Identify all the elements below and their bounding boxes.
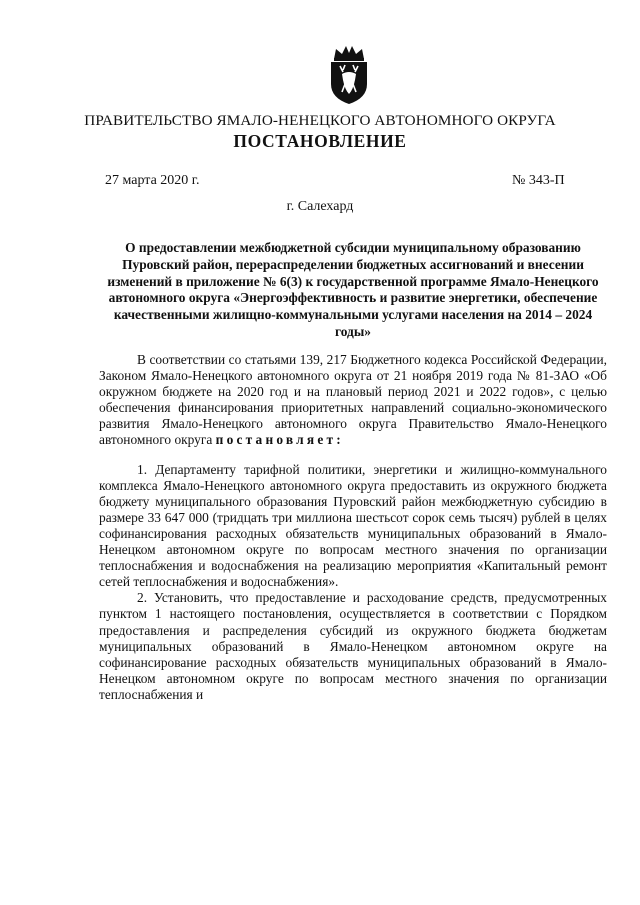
preamble-paragraph [99, 352, 607, 449]
preamble-text: В соответствии со статьями 139, 217 Бюджетного кодекса Российской Федерации, Законом Ямало-Ненецкого автономного округа от 21 ноября 2019 года № 81-ЗАО «Об окружном бюджете на 2020 год и на плановый период 2021 и 2022 годов», с целью обеспечения финансирования приоритетных направлений социально-экономического развития Ямало-Ненецкого автономного округа Правительство Ямало-Ненецкого автономного округа [99, 352, 607, 448]
document-subject-title: О предоставлении межбюджетной субсидии муниципальному образованию Пуровский район, перераспределении бюджетных ассигнований и внесении изменений в приложение № 6(3) к государственной программе Ямало-Ненецкого автономного округа «Энергоэффективность и развитие энергетики, обеспечение качественными жилищно-коммунальными услугами населения на 2014 – 2024 годы» [107, 240, 599, 339]
government-name: ПРАВИТЕЛЬСТВО ЯМАЛО-НЕНЕЦКОГО АВТОНОМНОГО ОКРУГА [84, 112, 556, 129]
coat-of-arms-emblem [322, 44, 376, 106]
decree-word: постановляет: [215, 432, 344, 448]
document-type-title: ПОСТАНОВЛЕНИЕ [233, 131, 407, 151]
document-body [99, 352, 607, 703]
document-number: № 343-П [512, 173, 565, 188]
document-city: г. Салехард [286, 199, 354, 214]
item-2-paragraph: 2. Установить, что предоставление и расходование средств, предусмотренных пунктом 1 настоящего постановления, осуществляется в соответствии с Порядком предоставления и распределения субсидий из окружного бюджета бюджетам муниципальных образований в Ямало-Ненецком автономном округе на софинансирование расходных обязательств муниципальных образований в Ямало-Ненецком автономном округе по вопросам местного значения по организации теплоснабжения и [99, 590, 607, 702]
item-1-paragraph: 1. Департаменту тарифной политики, энергетики и жилищно-коммунального комплекса Ямало-Ненецкого автономного округа предоставить из окружного бюджета бюджету муниципального образования Пуровский район межбюджетную субсидию в размере 33 647 000 (тридцать три миллиона шестьсот сорок семь тысяч) рублей в целях софинансирования расходных обязательств муниципальных образований в Ямало-Ненецком автономном округе по вопросам местного значения по организации теплоснабжения и водоснабжения на реализацию мероприятия «Капитальный ремонт сетей теплоснабжения и водоснабжения». [99, 461, 607, 590]
document-date: 27 марта 2020 г. [105, 173, 200, 188]
